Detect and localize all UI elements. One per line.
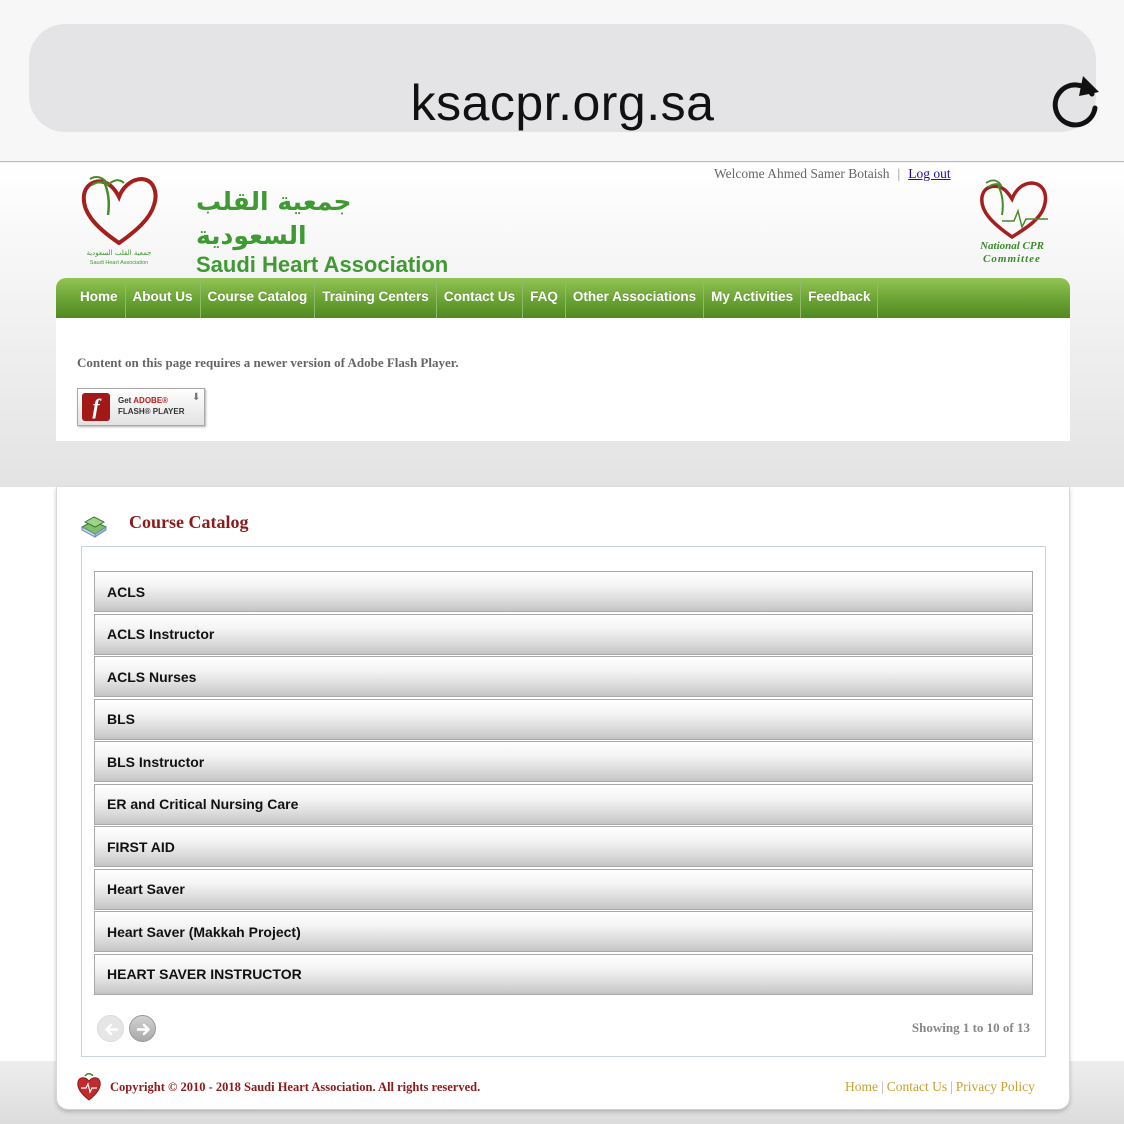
cpr-label-line1: National CPR xyxy=(980,240,1044,252)
main-navigation xyxy=(56,278,1070,318)
arrow-left-icon xyxy=(102,1020,121,1039)
org-name-arabic: جمعية القلب السعودية xyxy=(196,187,352,250)
arrow-right-icon xyxy=(134,1020,153,1039)
footer-link-privacy-policy[interactable]: Privacy Policy xyxy=(955,1079,1035,1094)
nav-item-course-catalog[interactable]: Course Catalog xyxy=(201,278,316,318)
nav-item-about-us[interactable]: About Us xyxy=(126,278,201,318)
url-text[interactable]: ksacpr.org.sa xyxy=(410,75,715,131)
national-cpr-label xyxy=(962,240,1062,266)
get-flash-player-button[interactable] xyxy=(77,388,205,426)
browser-toolbar xyxy=(0,0,1124,162)
course-item-first-aid[interactable]: FIRST AID xyxy=(94,826,1033,867)
org-name-english: Saudi Heart Association xyxy=(196,252,449,277)
course-catalog-section xyxy=(56,487,1070,1110)
course-catalog-title: Course Catalog xyxy=(129,512,249,532)
course-list xyxy=(94,571,1033,996)
course-item-heart-saver-makkah[interactable]: Heart Saver (Makkah Project) xyxy=(94,911,1033,952)
welcome-separator: | xyxy=(897,166,901,181)
course-item-bls-instructor[interactable]: BLS Instructor xyxy=(94,741,1033,782)
course-item-acls[interactable]: ACLS xyxy=(94,571,1033,612)
copyright-text: Copyright © 2010 - 2018 Saudi Heart Association. All rights reserved. xyxy=(110,1080,481,1094)
flash-button-brand: ADOBE® xyxy=(133,396,169,405)
course-item-bls[interactable]: BLS xyxy=(94,699,1033,740)
welcome-bar xyxy=(714,166,951,182)
flash-button-get: Get xyxy=(118,396,132,405)
organization-title xyxy=(196,185,456,277)
flash-notice-panel xyxy=(56,318,1070,441)
course-item-acls-instructor[interactable]: ACLS Instructor xyxy=(94,614,1033,655)
previous-page-button[interactable] xyxy=(97,1015,124,1042)
nav-item-faq[interactable]: FAQ xyxy=(523,278,566,318)
books-icon xyxy=(79,509,109,539)
nav-item-my-activities[interactable]: My Activities xyxy=(704,278,801,318)
reload-icon[interactable] xyxy=(1047,74,1103,132)
logout-link[interactable]: Log out xyxy=(908,166,951,181)
nav-item-other-associations[interactable]: Other Associations xyxy=(566,278,704,318)
saudi-heart-logo-icon[interactable] xyxy=(74,171,164,267)
flash-required-message: Content on this page requires a newer version of Adobe Flash Player. xyxy=(77,355,459,370)
footer-links: Home | Contact Us | Privacy Policy xyxy=(845,1079,1035,1094)
web-page xyxy=(0,163,1124,1124)
next-page-button[interactable] xyxy=(129,1015,156,1042)
course-item-heart-saver[interactable]: Heart Saver xyxy=(94,869,1033,910)
logo-caption-english: Saudi Heart Association xyxy=(89,260,149,266)
logo-caption-arabic: جمعية القلب السعودية xyxy=(86,249,152,257)
course-list-box xyxy=(81,546,1046,1057)
cpr-label-line2: Committee xyxy=(983,253,1041,265)
course-item-heart-saver-instructor[interactable]: HEART SAVER INSTRUCTOR xyxy=(94,954,1033,995)
welcome-text: Welcome Ahmed Samer Botaish xyxy=(714,166,890,181)
flash-logo-icon: f xyxy=(82,393,110,421)
footer-heart-logo-icon xyxy=(76,1072,102,1102)
footer-link-home[interactable]: Home xyxy=(845,1079,878,1094)
download-arrow-icon: ⬇ xyxy=(192,392,201,403)
course-item-er-critical-nursing[interactable]: ER and Critical Nursing Care xyxy=(94,784,1033,825)
address-bar[interactable] xyxy=(29,24,1096,132)
pagination-status: Showing 1 to 10 of 13 xyxy=(911,1020,1030,1035)
nav-item-contact-us[interactable]: Contact Us xyxy=(437,278,523,318)
nav-item-home[interactable]: Home xyxy=(74,278,126,318)
footer-link-contact-us[interactable]: Contact Us xyxy=(886,1079,948,1094)
nav-item-feedback[interactable]: Feedback xyxy=(801,278,878,318)
nav-item-training-centers[interactable]: Training Centers xyxy=(315,278,437,318)
flash-button-product: FLASH® PLAYER xyxy=(118,407,185,416)
course-item-acls-nurses[interactable]: ACLS Nurses xyxy=(94,656,1033,697)
